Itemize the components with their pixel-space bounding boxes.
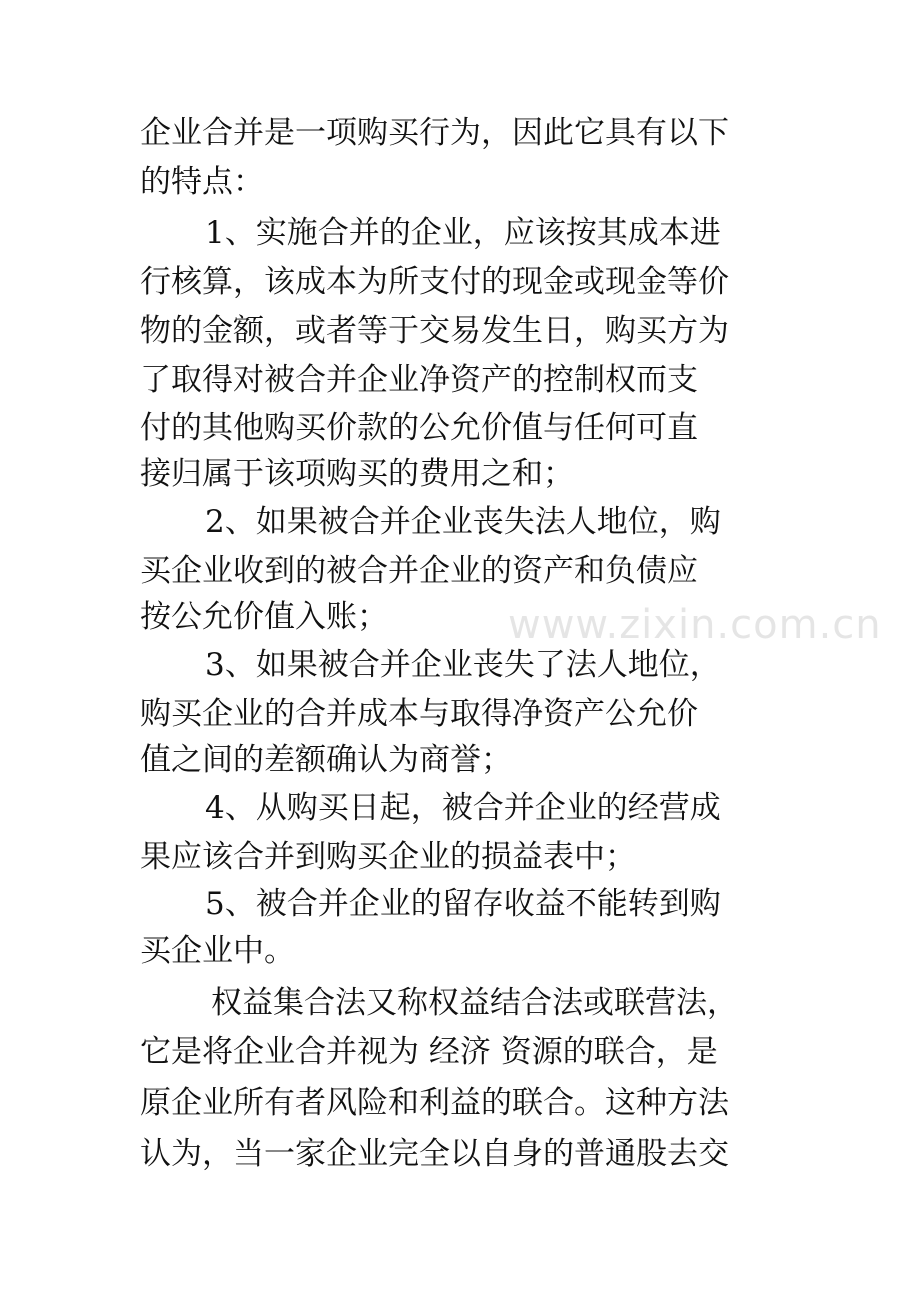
text-line-6: 了取得对被合并企业净资产的控制权而支 [140,362,698,398]
text-line-8: 接归属于该项购买的费用之和； [140,456,574,492]
text-line-7: 付的其他购买价款的公允价值与任何可直 [140,410,698,446]
text-line-11: 按公允价值入账； [140,599,388,635]
text-line-12: 3、如果被合并企业丧失了法人地位， [205,647,721,683]
text-line-1: 企业合并是一项购买行为，因此它具有以下 [140,115,729,151]
text-line-15: 4、从购买日起，被合并企业的经营成 [205,790,721,826]
text-line-5: 物的金额，或者等于交易发生日，购买方为 [140,313,729,349]
watermark-text: www.zixin.com.cn [508,602,882,648]
text-line-9: 2、如果被合并企业丧失法人地位，购 [205,504,721,540]
text-line-18: 买企业中。 [140,933,295,969]
text-line-14: 值之间的差额确认为商誉； [140,742,512,778]
text-line-13: 购买企业的合并成本与取得净资产公允价 [140,696,698,732]
text-line-4: 行核算，该成本为所支付的现金或现金等价 [140,264,729,300]
text-line-20: 它是将企业合并视为 经济 资源的联合，是 [140,1034,718,1070]
text-line-3: 1、实施合并的企业，应该按其成本进 [205,215,721,251]
text-line-19: 权益集合法又称权益结合法或联营法， [211,985,738,1021]
text-line-2: 的特点： [140,164,264,200]
text-line-16: 果应该合并到购买企业的损益表中； [140,839,636,875]
text-line-21: 原企业所有者风险和利益的联合。这种方法 [140,1085,729,1121]
text-line-10: 买企业收到的被合并企业的资产和负债应 [140,553,698,589]
text-line-22: 认为，当一家企业完全以自身的普通股去交 [140,1136,729,1172]
text-line-17: 5、被合并企业的留存收益不能转到购 [205,886,721,922]
